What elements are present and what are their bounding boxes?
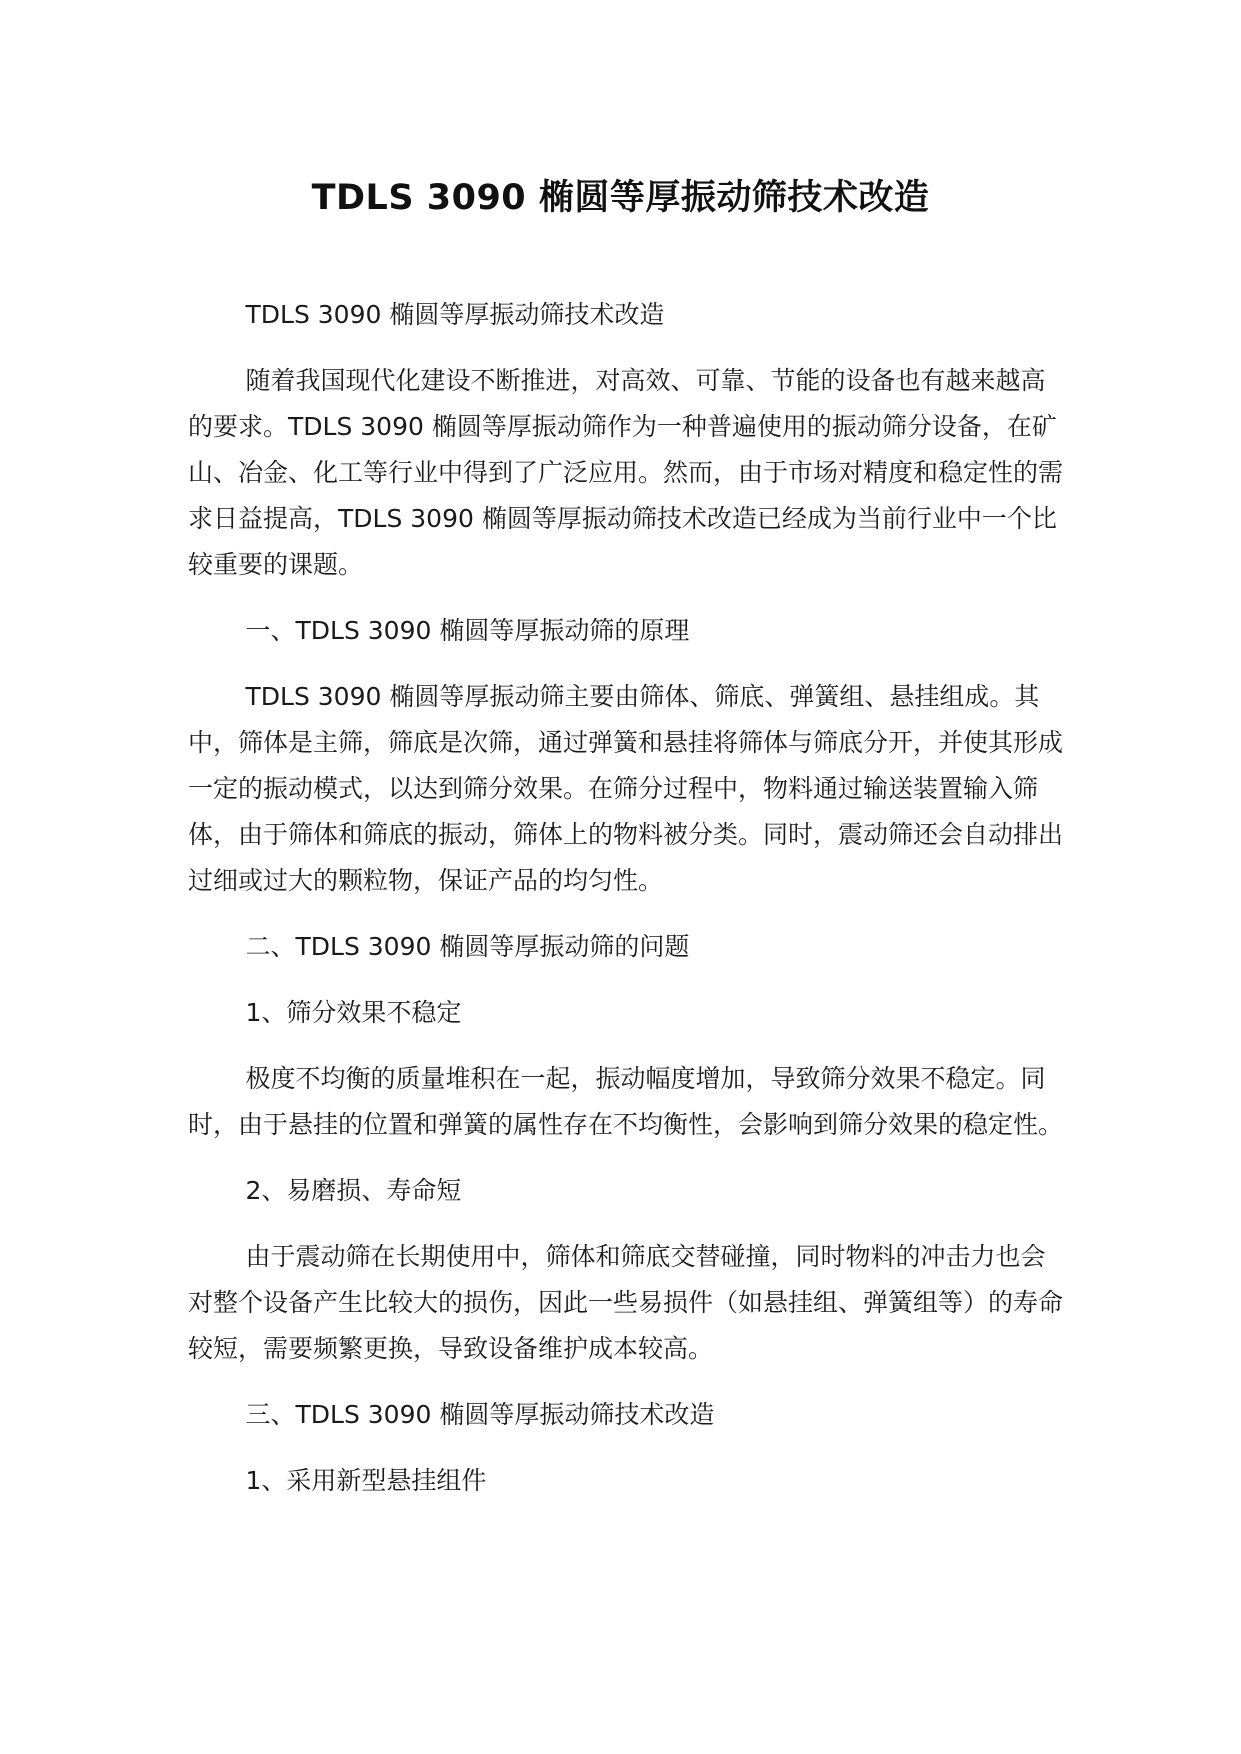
section-heading-retrofit: 三、TDLS 3090 椭圆等厚振动筛技术改造	[245, 1400, 715, 1429]
intro-paragraph: 随着我国现代化建设不断推进，对高效、可靠、节能的设备也有越来越高的要求。TDLS 3090 椭圆等厚振动筛作为一种普遍使用的振动筛分设备，在矿山、冶金、化工等行业中得到了广泛应用。然而，由于市场对精度和稳定性的需求日益提高，TDLS 3090 椭圆等厚振动筛技术改造已经成为当前行业中一个比较重要的课题。	[188, 366, 1064, 579]
subheading-wear-short-life: 2、易磨损、寿命短	[245, 1176, 462, 1205]
section-heading-principle: 一、TDLS 3090 椭圆等厚振动筛的原理	[245, 616, 690, 645]
wear-short-life-paragraph: 由于震动筛在长期使用中，筛体和筛底交替碰撞，同时物料的冲击力也会对整个设备产生比较大的损伤，因此一些易损件（如悬挂组、弹簧组等）的寿命较短，需要频繁更换，导致设备维护成本较高。	[188, 1242, 1064, 1363]
section-heading-problems: 二、TDLS 3090 椭圆等厚振动筛的问题	[245, 932, 690, 961]
subheading-unstable-screening: 1、筛分效果不稳定	[245, 998, 462, 1027]
document-title: TDLS 3090 椭圆等厚振动筛技术改造	[311, 178, 930, 218]
subtitle-paragraph: TDLS 3090 椭圆等厚振动筛技术改造	[245, 300, 665, 329]
document-body	[188, 292, 1068, 1524]
unstable-screening-paragraph: 极度不均衡的质量堆积在一起，振动幅度增加，导致筛分效果不稳定。同时，由于悬挂的位置和弹簧的属性存在不均衡性，会影响到筛分效果的稳定性。	[188, 1064, 1064, 1139]
subheading-new-suspension: 1、采用新型悬挂组件	[245, 1466, 487, 1495]
principle-paragraph: TDLS 3090 椭圆等厚振动筛主要由筛体、筛底、弹簧组、悬挂组成。其中，筛体是主筛，筛底是次筛，通过弹簧和悬挂将筛体与筛底分开，并使其形成一定的振动模式，以达到筛分效果。在筛分过程中，物料通过输送装置输入筛体，由于筛体和筛底的振动，筛体上的物料被分类。同时，震动筛还会自动排出过细或过大的颗粒物，保证产品的均匀性。	[188, 682, 1064, 895]
